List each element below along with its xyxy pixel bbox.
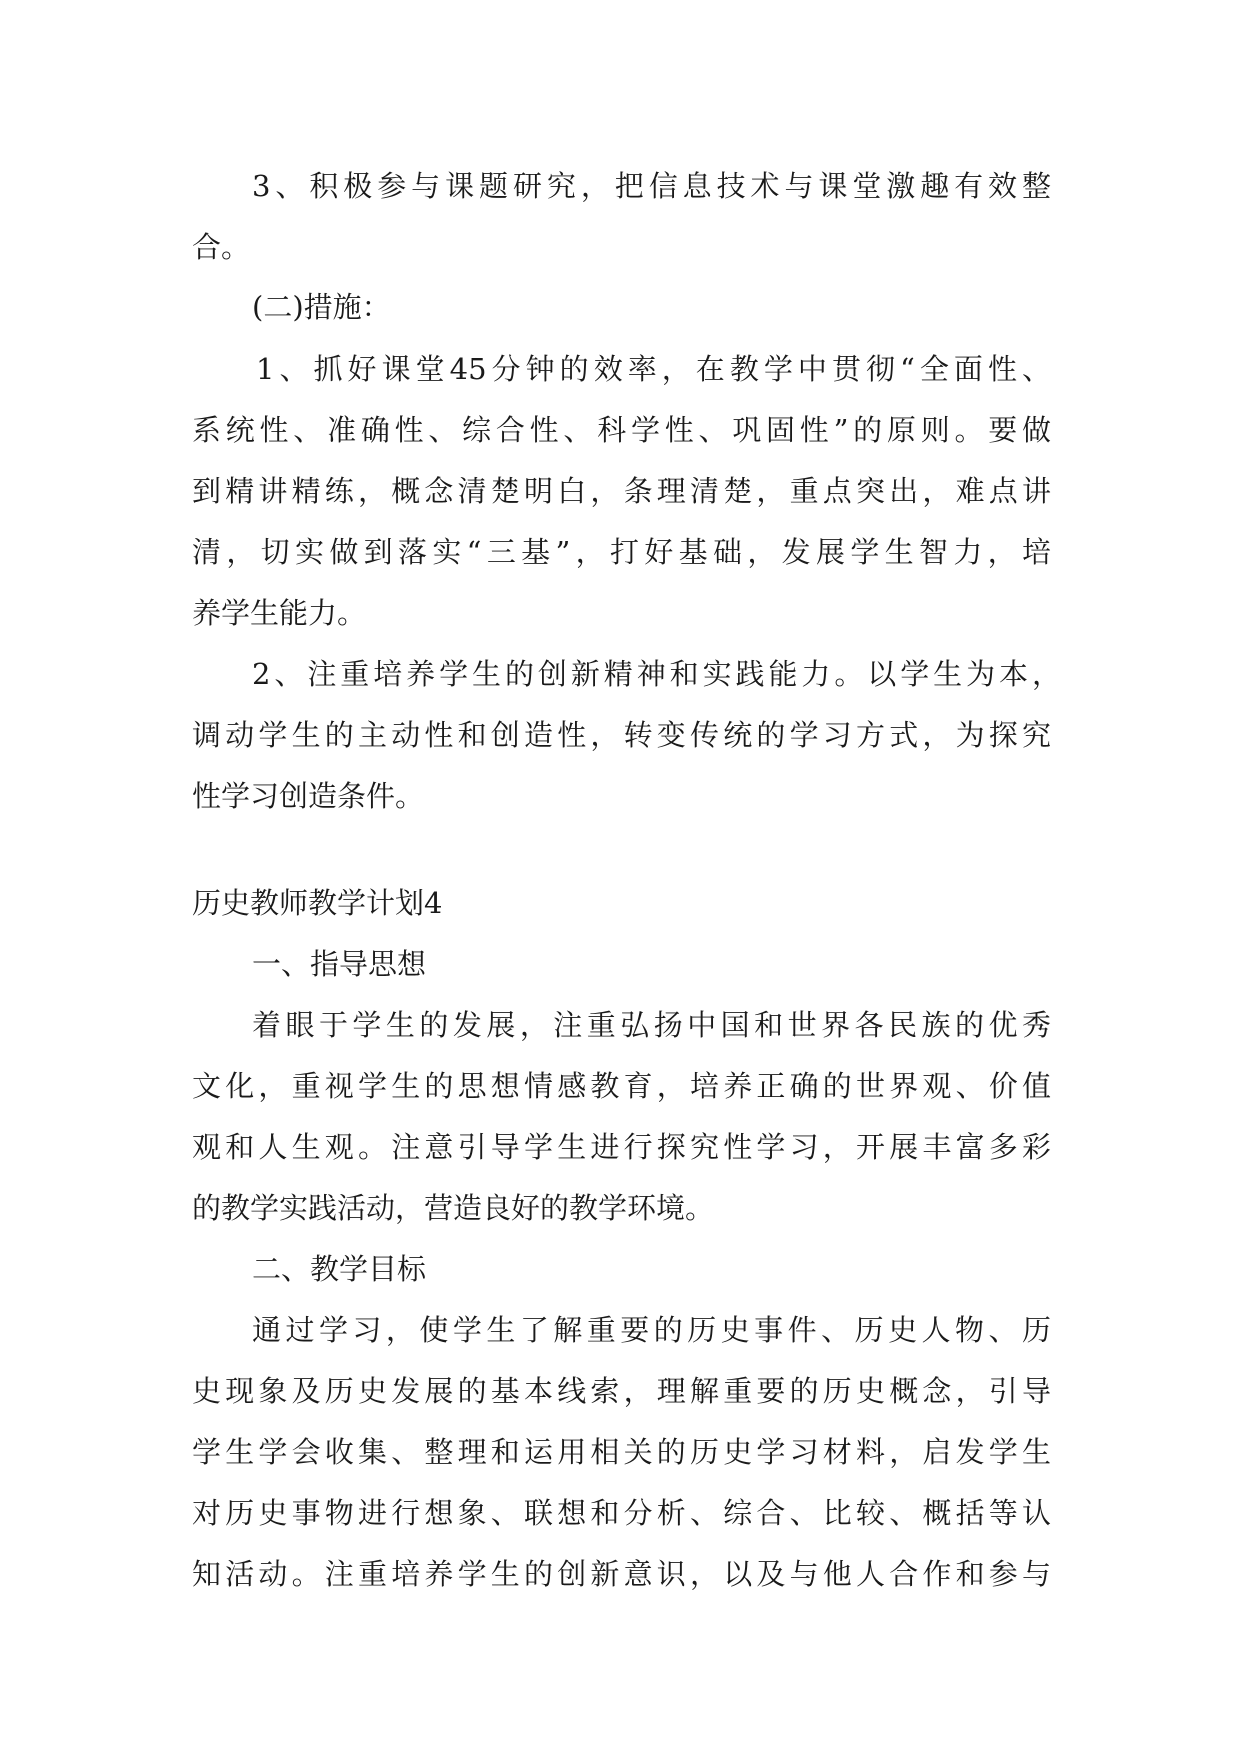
section-subheading: (二)措施： bbox=[252, 290, 391, 324]
paragraph-line: 观和人生观。注意引导学生进行探究性学习，开展丰富多彩 bbox=[192, 1130, 1051, 1164]
paragraph-line: 着眼于学生的发展，注重弘扬中国和世界各民族的优秀 bbox=[252, 1008, 1051, 1042]
paragraph-line: 2、注重培养学生的创新精神和实践能力。以学生为本， bbox=[252, 657, 1061, 691]
paragraph-line: 1、抓好课堂45分钟的效率，在教学中贯彻“全面性、 bbox=[256, 352, 1051, 386]
paragraph-line: 知活动。注重培养学生的创新意识，以及与他人合作和参与 bbox=[192, 1557, 1051, 1591]
paragraph-line: 合。 bbox=[192, 230, 251, 264]
paragraph-line: 学生学会收集、整理和运用相关的历史学习材料，启发学生 bbox=[192, 1435, 1051, 1469]
paragraph-line: 性学习创造条件。 bbox=[192, 779, 425, 813]
paragraph-line: 养学生能力。 bbox=[192, 596, 367, 630]
paragraph-line: 的教学实践活动，营造良好的教学环境。 bbox=[192, 1191, 715, 1225]
section-heading: 一、指导思想 bbox=[252, 947, 427, 981]
paragraph-line: 清，切实做到落实“三基”，打好基础，发展学生智力，培 bbox=[192, 535, 1051, 569]
paragraph-line: 文化，重视学生的思想情感教育，培养正确的世界观、价值 bbox=[192, 1069, 1051, 1103]
paragraph-line: 通过学习，使学生了解重要的历史事件、历史人物、历 bbox=[252, 1313, 1051, 1347]
section-heading: 二、教学目标 bbox=[252, 1252, 427, 1286]
paragraph-line: 调动学生的主动性和创造性，转变传统的学习方式，为探究 bbox=[192, 718, 1051, 752]
document-title: 历史教师教学计划4 bbox=[192, 886, 443, 920]
paragraph-line: 史现象及历史发展的基本线索，理解重要的历史概念，引导 bbox=[192, 1374, 1051, 1408]
paragraph-line: 3、积极参与课题研究，把信息技术与课堂激趣有效整 bbox=[252, 169, 1051, 203]
paragraph-line: 到精讲精练，概念清楚明白，条理清楚，重点突出，难点讲 bbox=[192, 474, 1051, 508]
paragraph-line: 对历史事物进行想象、联想和分析、综合、比较、概括等认 bbox=[192, 1496, 1051, 1530]
paragraph-line: 系统性、准确性、综合性、科学性、巩固性”的原则。要做 bbox=[192, 413, 1051, 447]
